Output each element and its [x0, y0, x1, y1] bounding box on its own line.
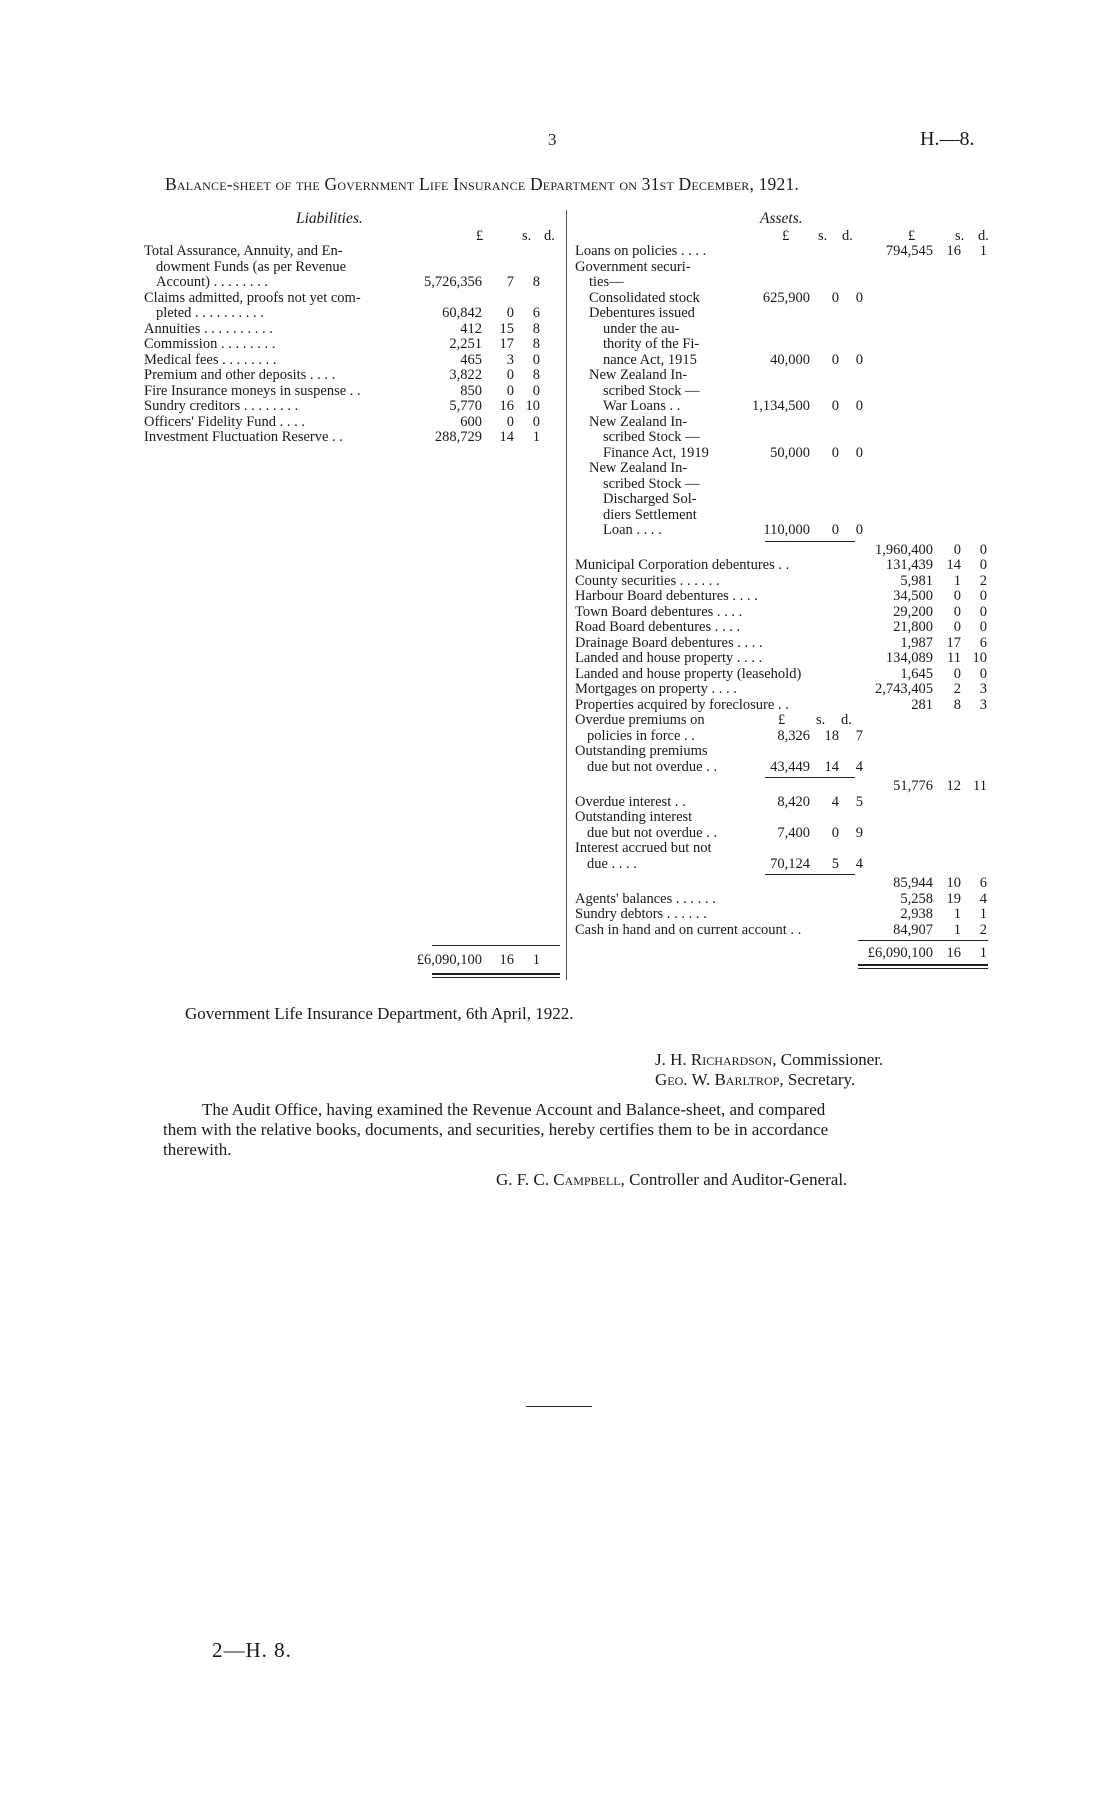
asset-item-row-outer-pounds: 29,200	[893, 603, 933, 620]
asset-interest-row-label: due but not overdue . .	[587, 824, 718, 841]
asset-item-row-label: Landed and house property (leasehold)	[575, 665, 802, 682]
asset-final-item-row-outer-pence: 1	[979, 906, 987, 922]
liabilities-total-pence: 1	[532, 952, 540, 968]
asset-final-item-row-outer-pounds: 84,907	[893, 921, 933, 938]
asset-premium-label: due but not overdue . .	[587, 758, 718, 775]
asset-item-row-outer-pounds: 21,800	[893, 619, 933, 635]
asset-item-row-outer-pounds: 281	[911, 696, 933, 713]
assets-outer-pence-header: d.	[978, 228, 989, 244]
asset-item-row-outer-pence: 3	[979, 696, 987, 713]
asset-gov-item-inner-pence: 0	[855, 444, 863, 461]
asset-gov-item-label: Loan . . . .	[603, 522, 662, 538]
asset-grand-total-row-outer-pounds: £6,090,100	[867, 945, 933, 961]
asset-double-rule-1	[858, 964, 988, 966]
end-rule	[526, 1406, 592, 1407]
asset-gov-total-row-outer-pounds: 1,960,400	[875, 541, 933, 558]
asset-gov-item-label: Discharged Sol-	[603, 491, 697, 507]
asset-interest-total-row-outer-shillings: 10	[946, 875, 961, 891]
signature-mark: 2—H. 8.	[212, 1638, 292, 1662]
document-reference: H.—8.	[920, 128, 975, 150]
liability-pounds: 288,729	[434, 429, 482, 445]
asset-gov-item-inner-pounds: 625,900	[762, 289, 810, 306]
liability-pence: 8	[532, 320, 540, 337]
asset-loans-row-outer-shillings: 16	[946, 243, 961, 259]
asset-item-row-outer-pence: 0	[979, 603, 987, 620]
asset-gov-item-inner-pence: 0	[855, 398, 863, 414]
asset-item-row-outer-pounds: 134,089	[885, 650, 933, 666]
asset-gov-total-row-outer-pence: 0	[979, 541, 987, 558]
asset-final-item-row-outer-pounds: 2,938	[900, 906, 933, 922]
liability-pence: 0	[532, 382, 540, 399]
liabilities-heading: Liabilities.	[296, 210, 363, 227]
asset-premium-inner-shillings: 14	[824, 758, 839, 775]
asset-loans-row-outer-pence: 1	[979, 243, 987, 259]
liabilities-total-rule	[432, 945, 560, 946]
asset-item-row-outer-shillings: 0	[953, 588, 961, 604]
asset-item-row-label: Properties acquired by foreclosure . .	[575, 696, 789, 713]
asset-final-item-row-outer-pence: 2	[979, 921, 987, 938]
liability-pounds: 5,770	[449, 398, 482, 414]
commissioner-name: J. H. Richardson,	[655, 1050, 777, 1069]
asset-final-item-row-outer-shillings: 1	[953, 906, 961, 922]
asset-premium-inner-pounds: 8,326	[777, 727, 810, 744]
asset-premium-inner-pence: 7	[855, 727, 863, 744]
asset-gov-item-label: Consolidated stock	[589, 289, 700, 306]
asset-gov-heading-label: Government securi-	[575, 258, 691, 275]
dated-line: Government Life Insurance Department, 6th April, 1922.	[185, 1004, 574, 1023]
asset-interest-row-inner-pence: 4	[855, 855, 863, 872]
commissioner-role: Commissioner.	[780, 1050, 884, 1069]
asset-item-row-outer-shillings: 17	[946, 634, 961, 651]
asset-gov-item-inner-shillings: 0	[831, 398, 839, 414]
asset-item-row-outer-pence: 6	[979, 634, 987, 651]
liability-pence: 6	[532, 305, 540, 321]
asset-item-row-outer-pounds: 5,981	[900, 572, 933, 589]
audit-line-3: therewith.	[163, 1140, 232, 1159]
liability-pounds: 2,251	[449, 336, 482, 352]
asset-double-rule-2	[858, 968, 988, 969]
asset-gov-item-label: scribed Stock —	[603, 382, 700, 399]
liability-label: Annuities . . . . . . . . . .	[144, 320, 273, 337]
liabilities-pounds-header: £	[476, 228, 484, 244]
asset-gov-item-label: nance Act, 1915	[603, 351, 697, 368]
liability-shillings: 15	[499, 320, 514, 337]
liability-shillings: 7	[506, 274, 514, 290]
asset-item-row-label: Harbour Board debentures . . . .	[575, 588, 758, 604]
assets-outer-shillings-header: s.	[955, 228, 965, 244]
asset-loans-row-outer-pounds: 794,545	[885, 243, 933, 259]
asset-item-row-outer-shillings: 0	[953, 603, 961, 620]
asset-interest-row-inner-pence: 9	[855, 824, 863, 841]
liability-pence: 0	[532, 351, 540, 368]
asset-interest-row-inner-pounds: 7,400	[777, 824, 810, 841]
liability-shillings: 3	[506, 351, 514, 368]
liability-pence: 8	[532, 274, 540, 290]
asset-gov-item-label: thority of the Fi-	[603, 336, 700, 352]
liabilities-shillings-header: s.	[522, 228, 532, 244]
secretary-name: Geo. W. Barltrop,	[655, 1070, 784, 1089]
balance-sheet-title: Balance-sheet of the Government Life Insurance Department on 31st December, 1921.	[165, 174, 799, 194]
asset-gov-item-label: Debentures issued	[589, 305, 695, 321]
asset-gov-item-label: War Loans . .	[603, 398, 681, 414]
assets-outer-pounds-header: £	[908, 228, 916, 244]
asset-interest-row-label: due . . . .	[587, 855, 637, 872]
auditor-role: Controller and Auditor-General.	[629, 1170, 848, 1189]
audit-line-2: them with the relative books, documents, and securities, hereby certifies them to be in accordance	[163, 1120, 829, 1139]
asset-gov-item-inner-shillings: 0	[831, 289, 839, 306]
liability-shillings: 16	[499, 398, 514, 414]
asset-item-row-outer-shillings: 2	[953, 681, 961, 697]
asset-gov-item-label: diers Settlement	[603, 506, 697, 523]
liability-label: Sundry creditors . . . . . . . .	[144, 398, 299, 414]
asset-premium-label: Outstanding premiums	[575, 743, 708, 759]
asset-interest-row-label: Outstanding interest	[575, 809, 693, 825]
asset-gov-item-inner-shillings: 0	[831, 522, 839, 538]
liabilities-total-shillings: 16	[499, 952, 514, 968]
liability-shillings: 0	[506, 367, 514, 383]
asset-item-row-outer-shillings: 0	[953, 619, 961, 635]
asset-gov-item-label: Finance Act, 1919	[603, 444, 709, 461]
liability-shillings: 0	[506, 382, 514, 399]
asset-item-row-label: Landed and house property . . . .	[575, 650, 763, 666]
secretary-role: Secretary.	[787, 1070, 856, 1089]
liability-shillings: 0	[506, 413, 514, 430]
asset-premiums-col-pence: d.	[841, 712, 852, 728]
asset-gov-item-label: under the au-	[603, 320, 680, 337]
asset-premium-label: policies in force . .	[587, 727, 695, 744]
liability-label: Total Assurance, Annuity, and En-	[144, 243, 343, 259]
asset-premium-label: Overdue premiums on	[575, 712, 705, 728]
liability-pence: 0	[532, 413, 540, 430]
asset-item-row-outer-pence: 3	[979, 681, 987, 697]
asset-premium-inner-pounds: 43,449	[770, 758, 810, 775]
liability-pounds: 600	[460, 413, 482, 430]
asset-item-row-label: Road Board debentures . . . .	[575, 619, 741, 635]
asset-gov-item-inner-shillings: 0	[831, 444, 839, 461]
commissioner-signature	[655, 1050, 883, 1070]
asset-gov-item-inner-pounds: 40,000	[770, 351, 810, 368]
assets-inner-pence-header: d.	[842, 228, 853, 244]
asset-premiums-col-pounds: £	[778, 712, 786, 728]
asset-gov-item-inner-pounds: 110,000	[763, 522, 810, 538]
asset-premiums-total-row-outer-pence: 11	[973, 778, 987, 794]
liability-pounds: 3,822	[449, 367, 482, 383]
asset-interest-row-label: Interest accrued but not	[575, 840, 712, 856]
liability-label: Officers' Fidelity Fund . . . .	[144, 413, 306, 430]
liability-shillings: 14	[499, 429, 514, 445]
assets-inner-pounds-header: £	[782, 228, 790, 244]
asset-item-row-label: County securities . . . . . .	[575, 572, 720, 589]
asset-gov-item-inner-pence: 0	[855, 522, 863, 538]
asset-final-item-row-label: Sundry debtors . . . . . .	[575, 906, 707, 922]
asset-final-item-row-outer-shillings: 19	[946, 890, 961, 907]
liability-pence: 8	[532, 336, 540, 352]
asset-item-row-outer-pence: 0	[979, 557, 987, 573]
asset-final-item-row-outer-pence: 4	[979, 890, 987, 907]
auditor-signature	[496, 1170, 847, 1190]
liability-pounds: 412	[460, 320, 482, 337]
asset-interest-total-row-outer-pounds: 85,944	[893, 875, 933, 891]
asset-item-row-outer-pounds: 34,500	[893, 588, 933, 604]
asset-item-row-outer-shillings: 0	[953, 665, 961, 682]
asset-item-row-outer-pounds: 131,439	[885, 557, 933, 573]
liability-label: Investment Fluctuation Reserve . .	[144, 429, 343, 445]
liability-label: Account) . . . . . . . .	[156, 274, 268, 290]
asset-grand-total-row-outer-shillings: 16	[946, 945, 961, 961]
asset-premium-inner-pence: 4	[855, 758, 863, 775]
asset-interest-total-row-outer-pence: 6	[979, 875, 987, 891]
asset-item-row-outer-pence: 2	[979, 572, 987, 589]
asset-item-row-outer-pounds: 1,987	[900, 634, 933, 651]
auditor-name: G. F. C. Campbell,	[496, 1170, 625, 1189]
asset-gov-heading-label: ties—	[589, 274, 624, 290]
asset-item-row-outer-shillings: 11	[947, 650, 961, 666]
asset-gov-item-inner-pounds: 1,134,500	[752, 398, 810, 414]
asset-item-row-outer-pounds: 1,645	[900, 665, 933, 682]
liability-label: pleted . . . . . . . . . .	[156, 305, 264, 321]
liability-pounds: 5,726,356	[424, 274, 482, 290]
liability-label: Medical fees . . . . . . . .	[144, 351, 277, 368]
liability-label: Premium and other deposits . . . .	[144, 367, 336, 383]
asset-item-row-outer-pence: 10	[972, 650, 987, 666]
asset-gov-total-row-outer-shillings: 0	[953, 541, 961, 558]
asset-loans-row-label: Loans on policies . . . .	[575, 243, 707, 259]
liability-pounds: 60,842	[442, 305, 482, 321]
asset-gov-item-inner-shillings: 0	[831, 351, 839, 368]
asset-item-row-label: Municipal Corporation debentures . .	[575, 557, 790, 573]
liability-pence: 1	[532, 429, 540, 445]
asset-interest-row-inner-pence: 5	[855, 793, 863, 810]
asset-final-item-row-label: Cash in hand and on current account . .	[575, 921, 802, 938]
asset-final-item-row-outer-shillings: 1	[953, 921, 961, 938]
asset-premiums-total-row-outer-shillings: 12	[946, 778, 961, 794]
asset-final-item-row-label: Agents' balances . . . . . .	[575, 890, 716, 907]
asset-item-row-outer-pounds: 2,743,405	[875, 681, 933, 697]
asset-total-rule	[858, 940, 988, 941]
asset-interest-row-inner-shillings: 5	[831, 855, 839, 872]
asset-interest-row-inner-shillings: 0	[831, 824, 839, 841]
liability-shillings: 0	[506, 305, 514, 321]
asset-interest-row-inner-pounds: 8,420	[777, 793, 810, 810]
assets-inner-shillings-header: s.	[818, 228, 828, 244]
asset-premiums-col-shillings: s.	[816, 712, 826, 728]
asset-item-row-outer-shillings: 8	[953, 696, 961, 713]
liability-label: Claims admitted, proofs not yet com-	[144, 289, 361, 306]
column-divider	[566, 210, 567, 980]
assets-heading: Assets.	[760, 210, 803, 227]
asset-item-row-label: Town Board debentures . . . .	[575, 603, 743, 620]
secretary-signature	[655, 1070, 855, 1090]
asset-interest-row-inner-shillings: 4	[831, 793, 839, 810]
liabilities-double-rule-2	[432, 977, 560, 978]
asset-gov-item-label: New Zealand In-	[589, 460, 688, 476]
asset-premiums-total-row-outer-pounds: 51,776	[893, 778, 933, 794]
asset-interest-row-inner-pounds: 70,124	[770, 855, 810, 872]
asset-gov-item-label: New Zealand In-	[589, 413, 688, 430]
liabilities-pence-header: d.	[544, 228, 555, 244]
liabilities-total-pounds: £6,090,100	[416, 952, 482, 968]
asset-premium-inner-shillings: 18	[824, 727, 839, 744]
liability-pounds: 465	[460, 351, 482, 368]
asset-final-item-row-outer-pounds: 5,258	[900, 890, 933, 907]
asset-gov-item-inner-pounds: 50,000	[770, 444, 810, 461]
asset-gov-item-label: scribed Stock —	[603, 429, 700, 445]
audit-line-1: The Audit Office, having examined the Revenue Account and Balance-sheet, and compared	[202, 1100, 826, 1119]
page-number: 3	[548, 130, 557, 149]
liability-label: Commission . . . . . . . .	[144, 336, 276, 352]
liability-pounds: 850	[460, 382, 482, 399]
liability-label: Fire Insurance moneys in suspense . .	[144, 382, 361, 399]
liability-pence: 10	[525, 398, 540, 414]
asset-interest-row-label: Overdue interest . .	[575, 793, 686, 810]
liability-pence: 8	[532, 367, 540, 383]
asset-item-row-outer-pence: 0	[979, 665, 987, 682]
asset-item-row-outer-shillings: 14	[946, 557, 961, 573]
asset-item-row-outer-pence: 0	[979, 619, 987, 635]
asset-gov-item-inner-pence: 0	[855, 289, 863, 306]
asset-gov-item-label: New Zealand In-	[589, 367, 688, 383]
asset-gov-item-label: scribed Stock —	[603, 475, 700, 492]
asset-item-row-label: Mortgages on property . . . .	[575, 681, 737, 697]
liability-label: dowment Funds (as per Revenue	[156, 258, 347, 275]
asset-item-row-label: Drainage Board debentures . . . .	[575, 634, 763, 651]
liability-shillings: 17	[499, 336, 514, 352]
asset-item-row-outer-pence: 0	[979, 588, 987, 604]
asset-grand-total-row-outer-pence: 1	[979, 945, 987, 961]
asset-gov-item-inner-pence: 0	[855, 351, 863, 368]
liabilities-double-rule-1	[432, 973, 560, 975]
asset-item-row-outer-shillings: 1	[953, 572, 961, 589]
